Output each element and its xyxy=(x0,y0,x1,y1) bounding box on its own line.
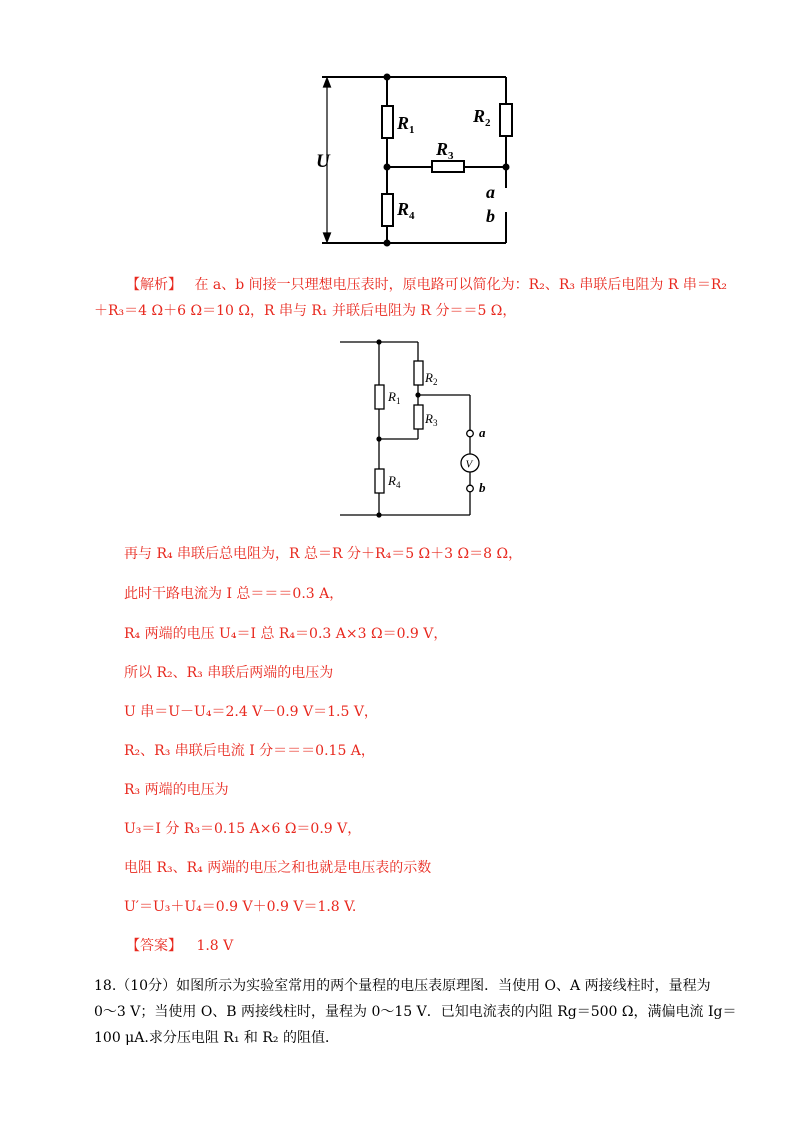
answer-value: 1.8 V xyxy=(196,938,234,954)
answer-tag: 【答案】 xyxy=(126,938,182,954)
svg-text:R1: $R_1$ xyxy=(397,113,415,136)
step-4: 所以 R₂、R₃ 串联后两端的电压为 xyxy=(124,665,334,681)
step-9: 电阻 R₃、R₄ 两端的电压之和也就是电压表的示数 xyxy=(124,860,432,876)
step-10: U′＝U₃＋U₄＝0.9 V＋0.9 V＝1.8 V. xyxy=(124,899,357,915)
answer-line xyxy=(126,936,233,956)
terminal-b-label: b xyxy=(486,206,495,226)
svg-text:R2: $R_2$ xyxy=(473,106,491,129)
question-18-line-1: 18.（10分）如图所示为实验室常用的两个量程的电压表原理图．当使用 O、A 两接线柱时，量程为 xyxy=(94,978,711,994)
svg-text:a: a xyxy=(479,425,486,440)
voltmeter-label: V xyxy=(465,458,473,471)
analysis-line-1: 【解析】 在 a、b 间接一只理想电压表时，原电路可以简化为：R₂、R₃ 串联后电阻为 R 串＝R₂ xyxy=(126,277,728,293)
step-5: U 串＝U－U₄＝2.4 V－0.9 V＝1.5 V， xyxy=(124,704,378,720)
terminal-a-label: a xyxy=(486,182,495,202)
svg-text:R1: $R_1$ xyxy=(388,389,401,406)
step-6: R₂、R₃ 串联后电流 I 分＝＝＝0.15 A， xyxy=(124,743,375,759)
svg-text:R2: $R_2$ xyxy=(425,370,438,387)
step-1: 再与 R₄ 串联后总电阻为，R 总＝R 分＋R₄＝5 Ω＋3 Ω＝8 Ω， xyxy=(124,546,523,562)
circuit-diagram-1 xyxy=(300,60,540,260)
label-U: U xyxy=(316,151,330,172)
step-2: 此时干路电流为 I 总＝＝＝0.3 A， xyxy=(124,586,344,602)
step-3: R₄ 两端的电压 U₄＝I 总 R₄＝0.3 A×3 Ω＝0.9 V， xyxy=(124,626,448,642)
step-8: U₃＝I 分 R₃＝0.15 A×6 Ω＝0.9 V， xyxy=(124,821,362,837)
question-18-line-3: 100 μA.求分压电阻 R₁ 和 R₂ 的阻值． xyxy=(94,1030,339,1046)
question-18-line-2: 0～3 V；当使用 O、B 两接线柱时，量程为 0～15 V．已知电流表的内阻 Rg＝500 Ω，满偏电流 Ig＝ xyxy=(94,1004,737,1020)
svg-text:R3: $R_3$ xyxy=(436,139,454,162)
svg-text:R4: $R_4$ xyxy=(397,199,415,222)
svg-text:R3: $R_3$ xyxy=(425,411,438,428)
svg-text:R4: $R_4$ xyxy=(388,473,401,490)
analysis-tag: 【解析】 xyxy=(126,277,182,293)
svg-text:b: b xyxy=(479,480,486,495)
step-7: R₃ 两端的电压为 xyxy=(124,782,229,798)
analysis-line-2: ＋R₃＝4 Ω＋6 Ω＝10 Ω，R 串与 R₁ 并联后电阻为 R 分＝＝5 Ω， xyxy=(94,303,517,319)
circuit-diagram-2 xyxy=(340,335,500,525)
